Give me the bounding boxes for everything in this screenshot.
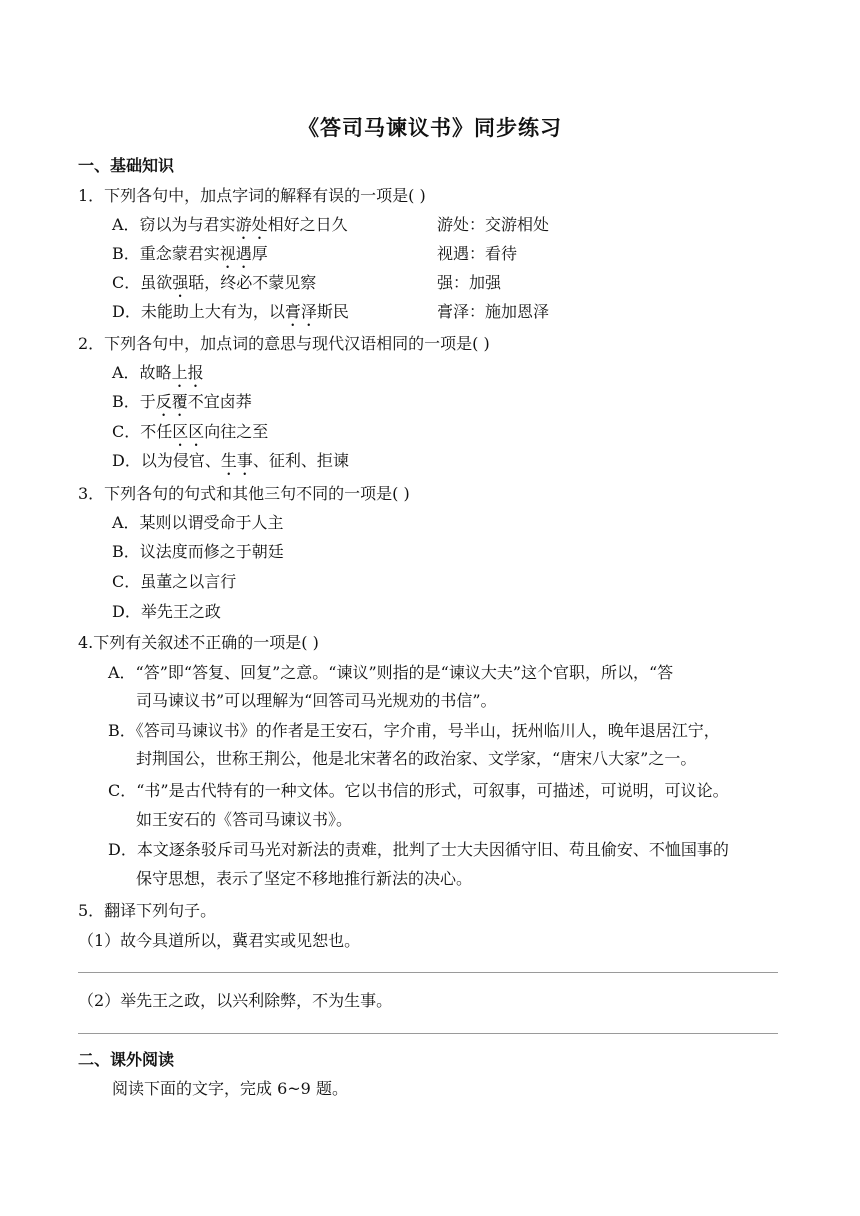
option-text: A．窃以为与君实 bbox=[112, 215, 236, 234]
dotted-word: 反覆 bbox=[155, 392, 188, 411]
q4-option-d-line1: D．本文逐条驳斥司马光对新法的责难，批判了士大夫因循守旧、苟且偷安、不恤国事的 bbox=[108, 840, 729, 859]
answer-line bbox=[78, 1033, 778, 1034]
q4-option-d-line2: 保守思想，表示了坚定不移地推行新法的决心。 bbox=[136, 869, 473, 888]
q4-option-c-line2: 如王安石的《答司马谏议书》。 bbox=[136, 810, 353, 829]
question-5-stem: 5．翻译下列句子。 bbox=[78, 901, 217, 920]
q4-option-b-line1: B．《答司马谏议书》的作者是王安石，字介甫，号半山，抚州临川人，晚年退居江宁， bbox=[108, 721, 720, 740]
q1-option-b bbox=[112, 243, 268, 272]
dotted-word: 上报 bbox=[171, 363, 204, 382]
q1-option-c-explanation: 强：加强 bbox=[437, 273, 502, 292]
option-text: 斯民 bbox=[316, 302, 349, 321]
option-text: D．未能助上大有为，以 bbox=[112, 302, 285, 321]
q2-option-d bbox=[112, 450, 349, 479]
option-text: 、征利、拒谏 bbox=[252, 451, 349, 470]
q4-option-a-line1: A．“答”即“答复、回复”之意。“谏议”则指的是“谏议大夫”这个官职，所以，“答 bbox=[108, 663, 674, 682]
q3-option-a: A．某则以谓受命于人主 bbox=[112, 513, 284, 532]
option-text: B．于 bbox=[112, 392, 156, 411]
q2-option-a bbox=[112, 362, 204, 391]
q3-option-c: C．虽董之以言行 bbox=[112, 572, 237, 591]
question-2-stem: 2．下列各句中，加点词的意思与现代汉语相同的一项是( ) bbox=[78, 334, 490, 353]
answer-line bbox=[78, 972, 778, 973]
dotted-word: 区区 bbox=[172, 422, 205, 441]
q4-option-b-line2: 封荆国公，世称王荆公，他是北宋著名的政治家、文学家，“唐宋八大家”之一。 bbox=[136, 749, 697, 768]
dotted-word: 膏泽 bbox=[284, 302, 317, 321]
dotted-word: 强 bbox=[172, 273, 189, 292]
q4-option-a-line2: 司马谏议书”可以理解为“回答司马光规劝的书信”。 bbox=[136, 691, 497, 710]
question-3-stem: 3．下列各句的句式和其他三句不同的一项是( ) bbox=[78, 484, 410, 503]
q2-option-c bbox=[112, 421, 268, 450]
q1-option-b-explanation: 视遇：看待 bbox=[437, 244, 518, 263]
q4-option-c-line1: C．“书”是古代特有的一种文体。它以书信的形式，可叙事，可描述，可说明，可议论。 bbox=[108, 781, 729, 800]
dotted-word: 生事 bbox=[220, 451, 253, 470]
option-text: 不宜卤莽 bbox=[187, 392, 252, 411]
q1-option-d bbox=[112, 301, 349, 330]
q1-option-c bbox=[112, 272, 316, 301]
question-1-stem: 1．下列各句中，加点字词的解释有误的一项是( ) bbox=[78, 186, 426, 205]
q3-option-d: D．举先王之政 bbox=[112, 602, 221, 621]
option-text: C．不任 bbox=[112, 422, 173, 441]
option-text: A．故略 bbox=[112, 363, 172, 382]
dotted-word: 视遇 bbox=[219, 244, 252, 263]
option-text: C．虽欲 bbox=[112, 273, 173, 292]
q2-option-b bbox=[112, 391, 252, 420]
option-text: 聒，终必不蒙见察 bbox=[188, 273, 317, 292]
option-text: 相好之日久 bbox=[267, 215, 348, 234]
option-text: D．以为侵官、 bbox=[112, 451, 221, 470]
q1-option-a-explanation: 游处：交游相处 bbox=[437, 215, 550, 234]
q1-option-a bbox=[112, 214, 348, 243]
dotted-word: 游处 bbox=[235, 215, 268, 234]
section-heading-reading: 二、课外阅读 bbox=[78, 1050, 175, 1069]
q5-item-2: （2）举先王之政，以兴利除弊，不为生事。 bbox=[78, 991, 393, 1010]
option-text: 向往之至 bbox=[204, 422, 269, 441]
section-heading-basic: 一、基础知识 bbox=[78, 156, 175, 175]
page-title: 《答司马谏议书》同步练习 bbox=[298, 116, 562, 140]
q1-option-d-explanation: 膏泽：施加恩泽 bbox=[437, 302, 550, 321]
question-4-stem: 4.下列有关叙述不正确的一项是( ) bbox=[78, 633, 319, 652]
q3-option-b: B．议法度而修之于朝廷 bbox=[112, 542, 284, 561]
q5-item-1: （1）故今具道所以，冀君实或见恕也。 bbox=[78, 931, 361, 950]
option-text: 厚 bbox=[251, 244, 268, 263]
reading-instruction: 阅读下面的文字，完成 6~9 题。 bbox=[112, 1079, 348, 1098]
option-text: B．重念蒙君实 bbox=[112, 244, 220, 263]
